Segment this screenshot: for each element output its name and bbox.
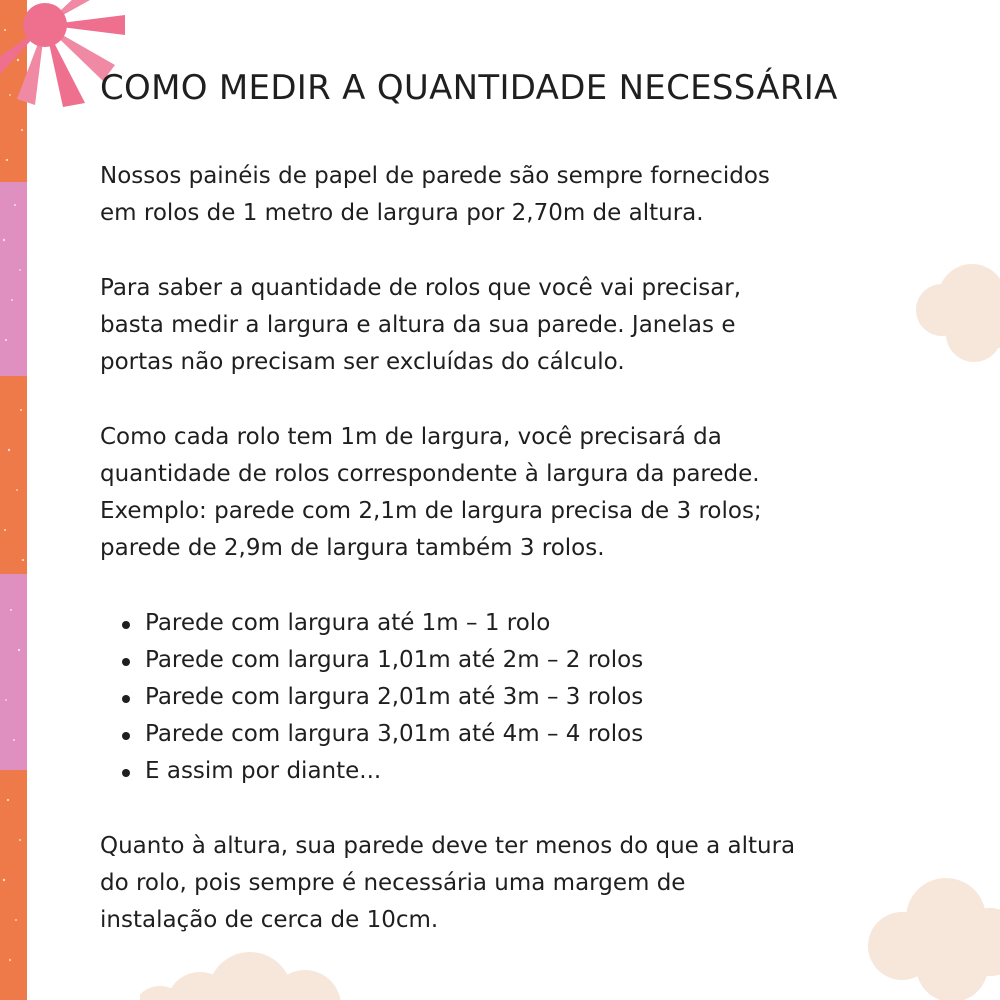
- list-item: E assim por diante...: [100, 753, 920, 790]
- paragraph-line: Exemplo: parede com 2,1m de largura precisa de 3 rolos;: [100, 498, 762, 524]
- paragraph-width-example: [100, 419, 920, 567]
- paragraph-line: quantidade de rolos correspondente à largura da parede.: [100, 461, 760, 487]
- paragraph-line: parede de 2,9m de largura também 3 rolos.: [100, 535, 605, 561]
- paragraph-height-note: [100, 828, 920, 939]
- paragraph-line: Nossos painéis de papel de parede são sempre fornecidos: [100, 163, 770, 189]
- list-item: Parede com largura 2,01m até 3m – 3 rolos: [100, 679, 920, 716]
- paragraph-line: Como cada rolo tem 1m de largura, você precisará da: [100, 424, 722, 450]
- decorative-stripe-orange: [0, 376, 27, 574]
- paragraph-line: basta medir a largura e altura da sua parede. Janelas e: [100, 312, 736, 338]
- decorative-stripe-pink: [0, 182, 27, 376]
- paragraph-how-to-measure: [100, 270, 920, 381]
- list-item: Parede com largura até 1m – 1 rolo: [100, 605, 920, 642]
- rolls-by-width-list: [100, 605, 920, 790]
- paragraph-line: Para saber a quantidade de rolos que você vai precisar,: [100, 275, 742, 301]
- list-item: Parede com largura 1,01m até 2m – 2 rolos: [100, 642, 920, 679]
- decorative-stripe-orange: [0, 770, 27, 1000]
- paragraph-line: instalação de cerca de 10cm.: [100, 907, 439, 933]
- decorative-stripe-pink: [0, 574, 27, 770]
- cloud-decoration: [912, 258, 1000, 364]
- paragraph-line: do rolo, pois sempre é necessária uma margem de: [100, 870, 686, 896]
- list-item: Parede com largura 3,01m até 4m – 4 rolos: [100, 716, 920, 753]
- paragraph-line: portas não precisam ser excluídas do cálculo.: [100, 349, 625, 375]
- paragraph-intro: [100, 158, 920, 232]
- paragraph-line: em rolos de 1 metro de largura por 2,70m de altura.: [100, 200, 704, 226]
- main-content: [100, 62, 920, 977]
- paragraph-line: Quanto à altura, sua parede deve ter menos do que a altura: [100, 833, 796, 859]
- page-title: COMO MEDIR A QUANTIDADE NECESSÁRIA: [100, 68, 838, 108]
